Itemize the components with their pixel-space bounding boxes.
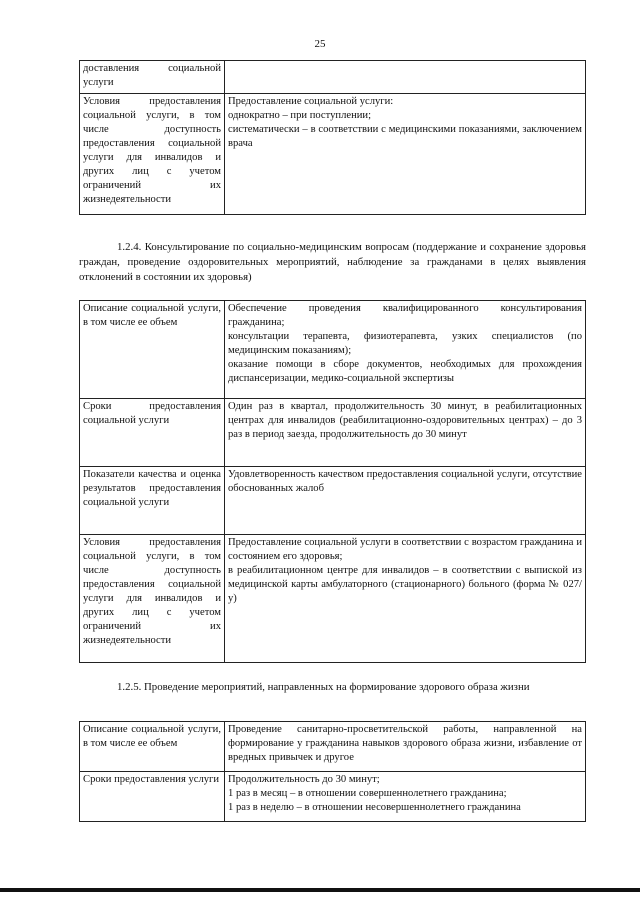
- content-line: Предоставление социальной услуги:: [228, 96, 394, 107]
- row-label: Описание социальной услуги, в том числе ее объем: [80, 301, 225, 399]
- page-bottom-border: [0, 888, 640, 892]
- row-label: Сроки предоставления услуги: [80, 772, 225, 822]
- content-line: оказание помощи в сборе документов, необходимых для прохождения диспансеризации, медико-социальной экспертизы: [228, 359, 582, 384]
- section-heading-1-2-4: [79, 240, 586, 285]
- content-line: однократно – при поступлении;: [228, 110, 372, 121]
- row-content: [225, 772, 586, 822]
- table-row: [80, 535, 586, 663]
- row-label: Условия предоставления социальной услуги, в том числе доступность предоставления социальной услуги для инвалидов и других лиц с учетом ограничений их жизнедеятельности: [80, 94, 225, 215]
- service-table-1-2-5: [79, 721, 586, 822]
- row-content: [225, 535, 586, 663]
- continuation-table: [79, 60, 586, 215]
- row-content: [225, 94, 586, 215]
- section-heading-text: 1.2.5. Проведение мероприятий, направленных на формирование здорового образа жизни: [117, 681, 530, 693]
- content-line: в реабилитационном центре для инвалидов – в соответствии с выпиской из медицинской карты амбулаторного (стационарного) больного (форма № 027/у): [228, 565, 582, 604]
- section-heading-text: 1.2.4. Консультирование по социально-медицинским вопросам (поддержание и сохранение здоровья граждан, проведение оздоровительных мероприятий, наблюдение за гражданами в целях выявления отклонений в состоянии их здоровья): [79, 241, 586, 283]
- row-content: [225, 399, 586, 467]
- content-line: Обеспечение проведения квалифицированного консультирования гражданина;: [228, 303, 582, 328]
- table-row: [80, 722, 586, 772]
- content-line: Один раз в квартал, продолжительность 30 минут, в реабилитационных центрах для инвалидов (реабилитационно-оздоровительных центрах) – до 3 раз в период заезда, продолжительность до 30 минут: [228, 401, 582, 440]
- row-label: Сроки предоставления социальной услуги: [80, 399, 225, 467]
- table-row: [80, 94, 586, 215]
- content-line: Проведение санитарно-просветительской работы, направленной на формирование у гражданина навыков здорового образа жизни, избавление от вредных привычек и другое: [228, 724, 582, 763]
- content-line: 1 раз в месяц – в отношении совершеннолетнего гражданина;: [228, 788, 507, 799]
- row-label: Показатели качества и оценка результатов предоставления социальной услуги: [80, 467, 225, 535]
- content-line: Предоставление социальной услуги в соответствии с возрастом гражданина и состоянием его здоровья;: [228, 537, 582, 562]
- row-content: [225, 61, 586, 94]
- service-table-1-2-4: [79, 300, 586, 663]
- row-content: [225, 301, 586, 399]
- section-heading-1-2-5: [79, 680, 586, 695]
- row-label: доставления социальной услуги: [80, 61, 225, 94]
- table-row: [80, 772, 586, 822]
- content-line: Продолжительность до 30 минут;: [228, 774, 380, 785]
- content-line: Удовлетворенность качеством предоставления социальной услуги, отсутствие обоснованных жалоб: [228, 469, 582, 494]
- content-line: систематически – в соответствии с медицинскими показаниями, заключением врача: [228, 124, 582, 149]
- page-number: 25: [314, 38, 326, 50]
- row-content: [225, 467, 586, 535]
- row-content: [225, 722, 586, 772]
- table-row: [80, 301, 586, 399]
- table-row: [80, 61, 586, 94]
- content-line: консультации терапевта, физиотерапевта, узких специалистов (по медицинским показаниям);: [228, 331, 582, 356]
- table-row: [80, 399, 586, 467]
- content-line: 1 раз в неделю – в отношении несовершеннолетнего гражданина: [228, 802, 521, 813]
- row-label: Описание социальной услуги, в том числе ее объем: [80, 722, 225, 772]
- table-row: [80, 467, 586, 535]
- row-label: Условия предоставления социальной услуги, в том числе доступность предоставления социальной услуги для инвалидов и других лиц с учетом ограничений их жизнедеятельности: [80, 535, 225, 663]
